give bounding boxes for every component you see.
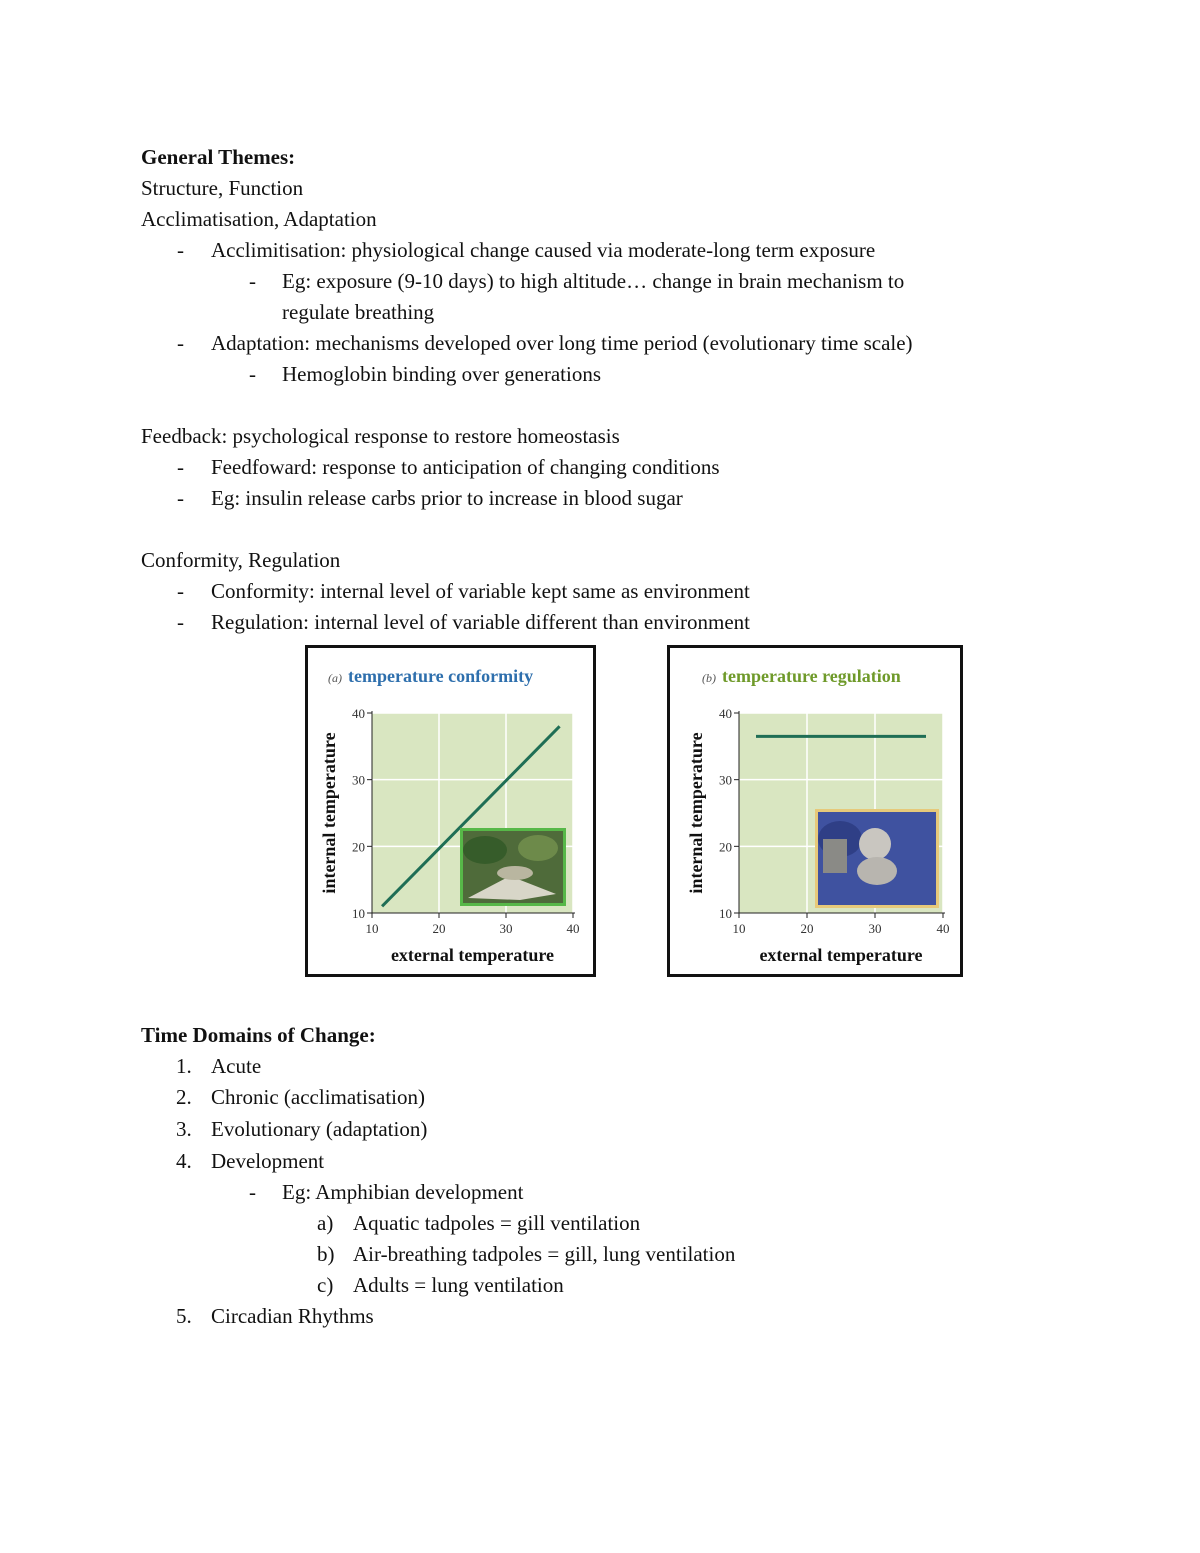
bullet-dash: - bbox=[177, 579, 184, 603]
figure-temperature-conformity bbox=[305, 645, 596, 977]
chart-a-y-axis-label: internal temperature bbox=[319, 732, 339, 894]
chart-a-x-axis-label: external temperature bbox=[390, 945, 555, 965]
chart-a-y-tick-label: 30 bbox=[352, 772, 365, 788]
list-number: 4. bbox=[176, 1149, 192, 1173]
list-number: 2. bbox=[176, 1085, 192, 1109]
text-feedback: Feedback: psychological response to restore homeostasis bbox=[141, 424, 620, 448]
photo-can bbox=[823, 839, 847, 873]
list-item-acute: Acute bbox=[211, 1054, 262, 1078]
chart-a-y-tick-label: 40 bbox=[352, 706, 365, 721]
list-letter: c) bbox=[317, 1273, 334, 1297]
chart-a-panel-label: (a) bbox=[328, 671, 342, 685]
bullet-adaptation: Adaptation: mechanisms developed over long time period (evolutionary time scale) bbox=[211, 331, 913, 355]
bullet-insulin: Eg: insulin release carbs prior to increase in blood sugar bbox=[211, 486, 683, 510]
bullet-regulation: Regulation: internal level of variable different than environment bbox=[211, 610, 751, 634]
bullet-feedfoward: Feedfoward: response to anticipation of changing conditions bbox=[211, 455, 720, 479]
bullet-amphibian: Eg: Amphibian development bbox=[282, 1180, 524, 1204]
list-letter: b) bbox=[317, 1242, 335, 1266]
chart-a-x-tick-label: 40 bbox=[566, 921, 580, 936]
chart-b-panel-label: (b) bbox=[702, 671, 716, 685]
kitten-icon bbox=[859, 828, 891, 860]
bullet-dash: - bbox=[249, 1180, 256, 1204]
chart-b-title: temperature regulation bbox=[722, 666, 901, 686]
bullet-acclimitisation: Acclimitisation: physiological change caused via moderate-long term exposure bbox=[211, 238, 876, 262]
bullet-dash: - bbox=[249, 269, 256, 293]
lizard-icon bbox=[497, 866, 533, 880]
bullet-hemoglobin: Hemoglobin binding over generations bbox=[282, 362, 602, 386]
list-number: 3. bbox=[176, 1117, 192, 1141]
bullet-dash: - bbox=[177, 238, 184, 262]
list-letter: a) bbox=[317, 1211, 334, 1235]
list-number: 1. bbox=[176, 1054, 192, 1078]
bullet-dash: - bbox=[177, 486, 184, 510]
chart-a-y-tick-label: 10 bbox=[352, 906, 365, 921]
chart-b-x-tick-label: 10 bbox=[732, 921, 746, 936]
chart-b-y-tick-label: 40 bbox=[719, 706, 732, 721]
chart-b-x-tick-label: 30 bbox=[868, 921, 882, 936]
bullet-high-altitude: Eg: exposure (9-10 days) to high altitude… change in brain mechanism to bbox=[282, 269, 905, 293]
bullet-conformity: Conformity: internal level of variable kept same as environment bbox=[211, 579, 750, 603]
bullet-dash: - bbox=[177, 455, 184, 479]
chart-a-x-tick-label: 30 bbox=[499, 921, 513, 936]
chart-b-x-tick-label: 20 bbox=[800, 921, 814, 936]
list-item-air-breathing-tadpoles: Air-breathing tadpoles = gill, lung ventilation bbox=[353, 1242, 736, 1266]
chart-b-y-tick-label: 10 bbox=[719, 906, 732, 921]
list-item-adults: Adults = lung ventilation bbox=[353, 1273, 564, 1297]
bullet-high-altitude-cont: regulate breathing bbox=[282, 300, 435, 324]
text-conformity-regulation: Conformity, Regulation bbox=[141, 548, 341, 572]
chart-b-y-axis-label: internal temperature bbox=[686, 732, 706, 894]
list-item-chronic: Chronic (acclimatisation) bbox=[211, 1085, 426, 1109]
list-item-evolutionary: Evolutionary (adaptation) bbox=[211, 1117, 428, 1141]
heading-general-themes: General Themes: bbox=[141, 145, 296, 169]
figure-temperature-regulation bbox=[667, 645, 963, 977]
list-number: 5. bbox=[176, 1304, 192, 1328]
bullet-dash: - bbox=[177, 610, 184, 634]
chart-a-title: temperature conformity bbox=[348, 666, 534, 686]
text-structure-function: Structure, Function bbox=[141, 176, 304, 200]
heading-time-domains: Time Domains of Change: bbox=[141, 1023, 376, 1047]
text-acclimatisation-adaptation: Acclimatisation, Adaptation bbox=[141, 207, 377, 231]
bullet-dash: - bbox=[249, 362, 256, 386]
chart-a-x-tick-label: 20 bbox=[432, 921, 446, 936]
chart-a-y-tick-label: 20 bbox=[352, 839, 365, 855]
list-item-development: Development bbox=[211, 1149, 325, 1173]
photo-foliage bbox=[463, 836, 507, 864]
bullet-dash: - bbox=[177, 331, 184, 355]
photo-foliage bbox=[518, 835, 558, 861]
chart-b-x-axis-label: external temperature bbox=[759, 945, 923, 965]
list-item-aquatic-tadpoles: Aquatic tadpoles = gill ventilation bbox=[353, 1211, 641, 1235]
chart-a-x-tick-label: 10 bbox=[365, 921, 379, 936]
chart-b-y-tick-label: 30 bbox=[719, 772, 732, 788]
kitten-body bbox=[857, 857, 897, 885]
list-item-circadian: Circadian Rhythms bbox=[211, 1304, 374, 1328]
chart-b-y-tick-label: 20 bbox=[719, 839, 732, 855]
chart-b-x-tick-label: 40 bbox=[936, 921, 950, 936]
